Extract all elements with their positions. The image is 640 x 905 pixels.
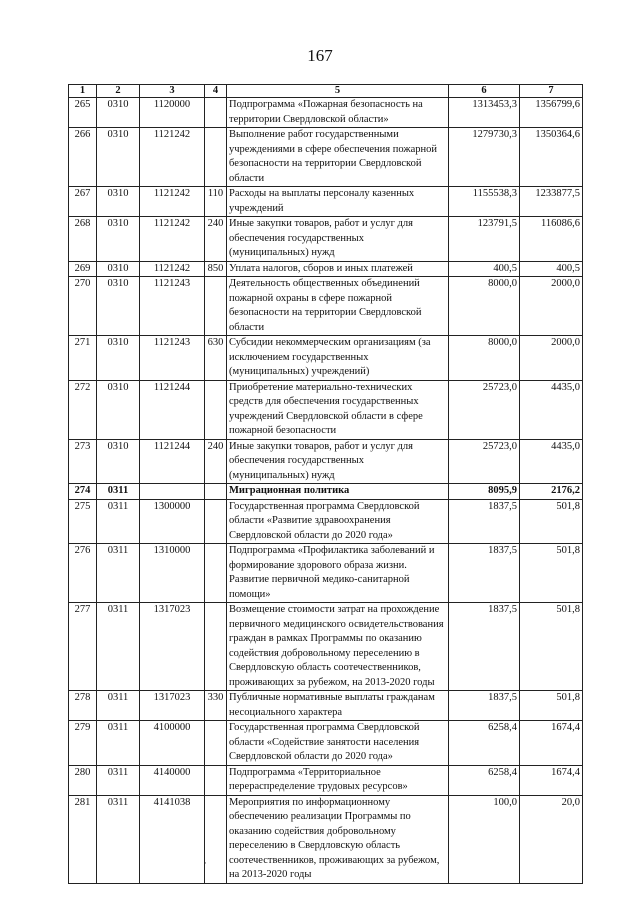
- item-name: Подпрограмма «Территориальное перераспределение трудовых ресурсов»: [227, 765, 449, 795]
- col-header: 1: [69, 85, 97, 98]
- item-name: Публичные нормативные выплаты гражданам несоциального характера: [227, 691, 449, 721]
- table-row: [69, 721, 583, 766]
- amount-col6: 8000,0: [449, 336, 520, 381]
- target-code: 1317023: [140, 691, 205, 721]
- amount-col6: 123791,5: [449, 217, 520, 262]
- table-row: [69, 98, 583, 128]
- expense-type: [205, 499, 227, 544]
- amount-col7: 1356799,6: [520, 98, 583, 128]
- amount-col7: 501,8: [520, 603, 583, 691]
- section-code: 0310: [97, 128, 140, 187]
- expense-type: 240: [205, 439, 227, 484]
- amount-col6: 1279730,3: [449, 128, 520, 187]
- expense-type: [205, 484, 227, 500]
- expense-type: [205, 603, 227, 691]
- section-code: 0311: [97, 691, 140, 721]
- expense-type: [205, 277, 227, 336]
- section-code: 0310: [97, 217, 140, 262]
- item-name: Субсидии некоммерческим организациям (за исключением государственных (муниципальных) учреждений): [227, 336, 449, 381]
- amount-col7: 1674,4: [520, 765, 583, 795]
- section-code: 0311: [97, 721, 140, 766]
- item-name: Деятельность общественных объединений пожарной охраны в сфере пожарной безопасности на территории Свердловской области: [227, 277, 449, 336]
- row-number: 265: [69, 98, 97, 128]
- section-code: 0310: [97, 98, 140, 128]
- expense-type: [205, 544, 227, 603]
- col-header: 4: [205, 85, 227, 98]
- target-code: 1121244: [140, 380, 205, 439]
- item-name: Иные закупки товаров, работ и услуг для обеспечения государственных (муниципальных) нужд: [227, 439, 449, 484]
- amount-col7: 20,0: [520, 795, 583, 883]
- expense-type: 850: [205, 261, 227, 277]
- amount-col6: 400,5: [449, 261, 520, 277]
- row-number: 267: [69, 187, 97, 217]
- amount-col7: 2000,0: [520, 277, 583, 336]
- section-code: 0310: [97, 380, 140, 439]
- section-code: 0311: [97, 544, 140, 603]
- amount-col6: 6258,4: [449, 765, 520, 795]
- header-row: [69, 85, 583, 98]
- amount-col7: 1674,4: [520, 721, 583, 766]
- amount-col7: 501,8: [520, 544, 583, 603]
- expense-type: 330: [205, 691, 227, 721]
- item-name: Расходы на выплаты персоналу казенных учреждений: [227, 187, 449, 217]
- footer-mark: ·: [204, 858, 207, 868]
- col-header: 7: [520, 85, 583, 98]
- target-code: 1121244: [140, 439, 205, 484]
- item-name: Приобретение материально-технических средств для обеспечения государственных учреждений Свердловской области в сфере пожарной безопасности: [227, 380, 449, 439]
- amount-col7: 1233877,5: [520, 187, 583, 217]
- amount-col6: 1837,5: [449, 544, 520, 603]
- table-row: [69, 603, 583, 691]
- item-name: Подпрограмма «Пожарная безопасность на территории Свердловской области»: [227, 98, 449, 128]
- section-code: 0310: [97, 439, 140, 484]
- expense-type: [205, 721, 227, 766]
- section-code: 0311: [97, 795, 140, 883]
- amount-col6: 25723,0: [449, 439, 520, 484]
- item-name: Иные закупки товаров, работ и услуг для обеспечения государственных (муниципальных) нужд: [227, 217, 449, 262]
- table-row: [69, 499, 583, 544]
- section-code: 0310: [97, 187, 140, 217]
- row-number: 273: [69, 439, 97, 484]
- amount-col6: 1837,5: [449, 603, 520, 691]
- section-code: 0310: [97, 336, 140, 381]
- expense-type: 240: [205, 217, 227, 262]
- row-number: 275: [69, 499, 97, 544]
- table-row: [69, 439, 583, 484]
- row-number: 278: [69, 691, 97, 721]
- target-code: [140, 484, 205, 500]
- table-row: [69, 484, 583, 500]
- row-number: 277: [69, 603, 97, 691]
- expense-type: [205, 380, 227, 439]
- amount-col7: 4435,0: [520, 439, 583, 484]
- item-name: Подпрограмма «Профилактика заболеваний и формирование здорового образа жизни. Развитие первичной медико-санитарной помощи»: [227, 544, 449, 603]
- page-number: 167: [307, 46, 333, 65]
- row-number: 268: [69, 217, 97, 262]
- amount-col7: 400,5: [520, 261, 583, 277]
- expense-type: [205, 128, 227, 187]
- target-code: 1121242: [140, 187, 205, 217]
- section-code: 0311: [97, 499, 140, 544]
- item-name: Мероприятия по информационному обеспечению реализации Программы по оказанию содействия добровольному переселению в Свердловскую область соотечественников, проживающих за рубежом, на 2013-2020 годы: [227, 795, 449, 883]
- amount-col6: 1313453,3: [449, 98, 520, 128]
- item-name: Выполнение работ государственными учреждениями в сфере обеспечения пожарной безопасности на территории Свердловской области: [227, 128, 449, 187]
- section-code: 0310: [97, 277, 140, 336]
- row-number: 274: [69, 484, 97, 500]
- table-row: [69, 187, 583, 217]
- amount-col6: 6258,4: [449, 721, 520, 766]
- amount-col6: 100,0: [449, 795, 520, 883]
- expense-type: 110: [205, 187, 227, 217]
- section-code: 0311: [97, 484, 140, 500]
- row-number: 269: [69, 261, 97, 277]
- row-number: 270: [69, 277, 97, 336]
- amount-col7: 501,8: [520, 499, 583, 544]
- expense-type: [205, 765, 227, 795]
- target-code: 4140000: [140, 765, 205, 795]
- table-row: [69, 217, 583, 262]
- target-code: 1121243: [140, 336, 205, 381]
- amount-col6: 8000,0: [449, 277, 520, 336]
- amount-col6: 8095,9: [449, 484, 520, 500]
- table-row: [69, 544, 583, 603]
- table-row: [69, 795, 583, 883]
- target-code: 1120000: [140, 98, 205, 128]
- row-number: 272: [69, 380, 97, 439]
- amount-col7: 2176,2: [520, 484, 583, 500]
- target-code: 1121243: [140, 277, 205, 336]
- amount-col6: 1837,5: [449, 691, 520, 721]
- row-number: 266: [69, 128, 97, 187]
- row-number: 279: [69, 721, 97, 766]
- amount-col7: 501,8: [520, 691, 583, 721]
- row-number: 276: [69, 544, 97, 603]
- amount-col7: 116086,6: [520, 217, 583, 262]
- target-code: 1300000: [140, 499, 205, 544]
- target-code: 1317023: [140, 603, 205, 691]
- table-row: [69, 261, 583, 277]
- amount-col7: 4435,0: [520, 380, 583, 439]
- budget-table: [68, 84, 583, 884]
- item-name: Возмещение стоимости затрат на прохождение первичного медицинского освидетельствования граждан в рамках Программы по оказанию содействия добровольному переселению в Свердловскую область соотечественников, проживающих за рубежом, на 2013-2020 годы: [227, 603, 449, 691]
- table-row: [69, 336, 583, 381]
- col-header: 6: [449, 85, 520, 98]
- target-code: 1121242: [140, 128, 205, 187]
- table-row: [69, 277, 583, 336]
- target-code: 1121242: [140, 217, 205, 262]
- item-name: Уплата налогов, сборов и иных платежей: [227, 261, 449, 277]
- target-code: 4100000: [140, 721, 205, 766]
- table-row: [69, 765, 583, 795]
- expense-type: 630: [205, 336, 227, 381]
- target-code: 1310000: [140, 544, 205, 603]
- col-header: 5: [227, 85, 449, 98]
- expense-type: [205, 795, 227, 883]
- table-row: [69, 380, 583, 439]
- target-code: 1121242: [140, 261, 205, 277]
- section-code: 0311: [97, 765, 140, 795]
- item-name: Государственная программа Свердловской области «Развитие здравоохранения Свердловской области до 2020 года»: [227, 499, 449, 544]
- target-code: 4141038: [140, 795, 205, 883]
- col-header: 3: [140, 85, 205, 98]
- table-row: [69, 691, 583, 721]
- item-name: Миграционная политика: [227, 484, 449, 500]
- row-number: 281: [69, 795, 97, 883]
- amount-col6: 1837,5: [449, 499, 520, 544]
- item-name: Государственная программа Свердловской области «Содействие занятости населения Свердловской области до 2020 года»: [227, 721, 449, 766]
- amount-col7: 1350364,6: [520, 128, 583, 187]
- amount-col6: 1155538,3: [449, 187, 520, 217]
- row-number: 280: [69, 765, 97, 795]
- table-row: [69, 128, 583, 187]
- row-number: 271: [69, 336, 97, 381]
- section-code: 0310: [97, 261, 140, 277]
- amount-col6: 25723,0: [449, 380, 520, 439]
- col-header: 2: [97, 85, 140, 98]
- expense-type: [205, 98, 227, 128]
- amount-col7: 2000,0: [520, 336, 583, 381]
- section-code: 0311: [97, 603, 140, 691]
